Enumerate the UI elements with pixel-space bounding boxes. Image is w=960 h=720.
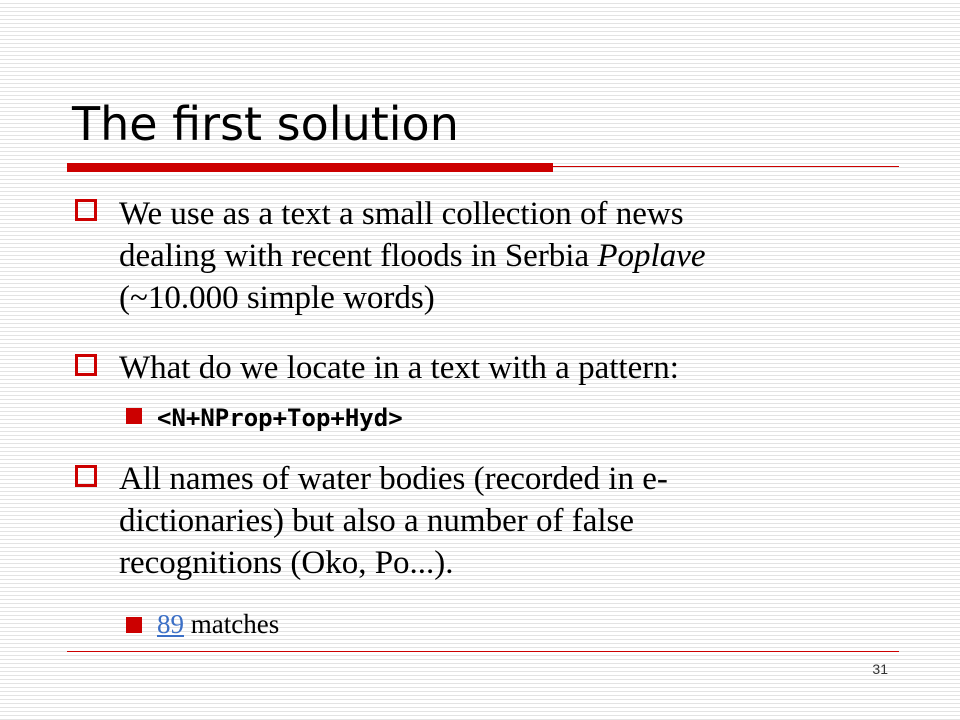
bullet-1-line-2 xyxy=(119,235,819,277)
bullet-1-text xyxy=(119,193,819,319)
bullet-2-text: What do we locate in a text with a pattern: xyxy=(119,350,679,386)
bullet-1-line-1: We use as a text a small collection of news xyxy=(119,196,684,232)
matches-line xyxy=(157,606,279,642)
title-accent-bar xyxy=(67,163,553,172)
bullet-3-line-1: All names of water bodies (recorded in e- xyxy=(119,461,668,497)
bullet-3-line-3: recognitions (Oko, Po...). xyxy=(119,545,454,581)
poplave-italic: Poplave xyxy=(597,238,706,274)
page-number: 31 xyxy=(872,661,888,677)
matches-count-link[interactable]: 89 xyxy=(157,609,184,639)
bullet-3-text xyxy=(119,458,819,584)
slide-title: The first solution xyxy=(72,97,459,151)
hollow-square-bullet-icon xyxy=(75,354,97,376)
bullet-1-line-3: (~10.000 simple words) xyxy=(119,280,435,316)
title-divider-line xyxy=(553,166,899,167)
hollow-square-bullet-icon xyxy=(75,199,97,221)
pattern-code: <N+NProp+Top+Hyd> xyxy=(157,404,403,432)
bullet-3-line-2: dictionaries) but also a number of false xyxy=(119,503,634,539)
bullet-1-line-2-text: dealing with recent floods in Serbia xyxy=(119,238,598,274)
matches-label: matches xyxy=(184,609,280,639)
footer-divider-line xyxy=(67,651,899,652)
filled-square-bullet-icon xyxy=(126,408,142,424)
hollow-square-bullet-icon xyxy=(75,465,97,487)
filled-square-bullet-icon xyxy=(126,617,142,633)
